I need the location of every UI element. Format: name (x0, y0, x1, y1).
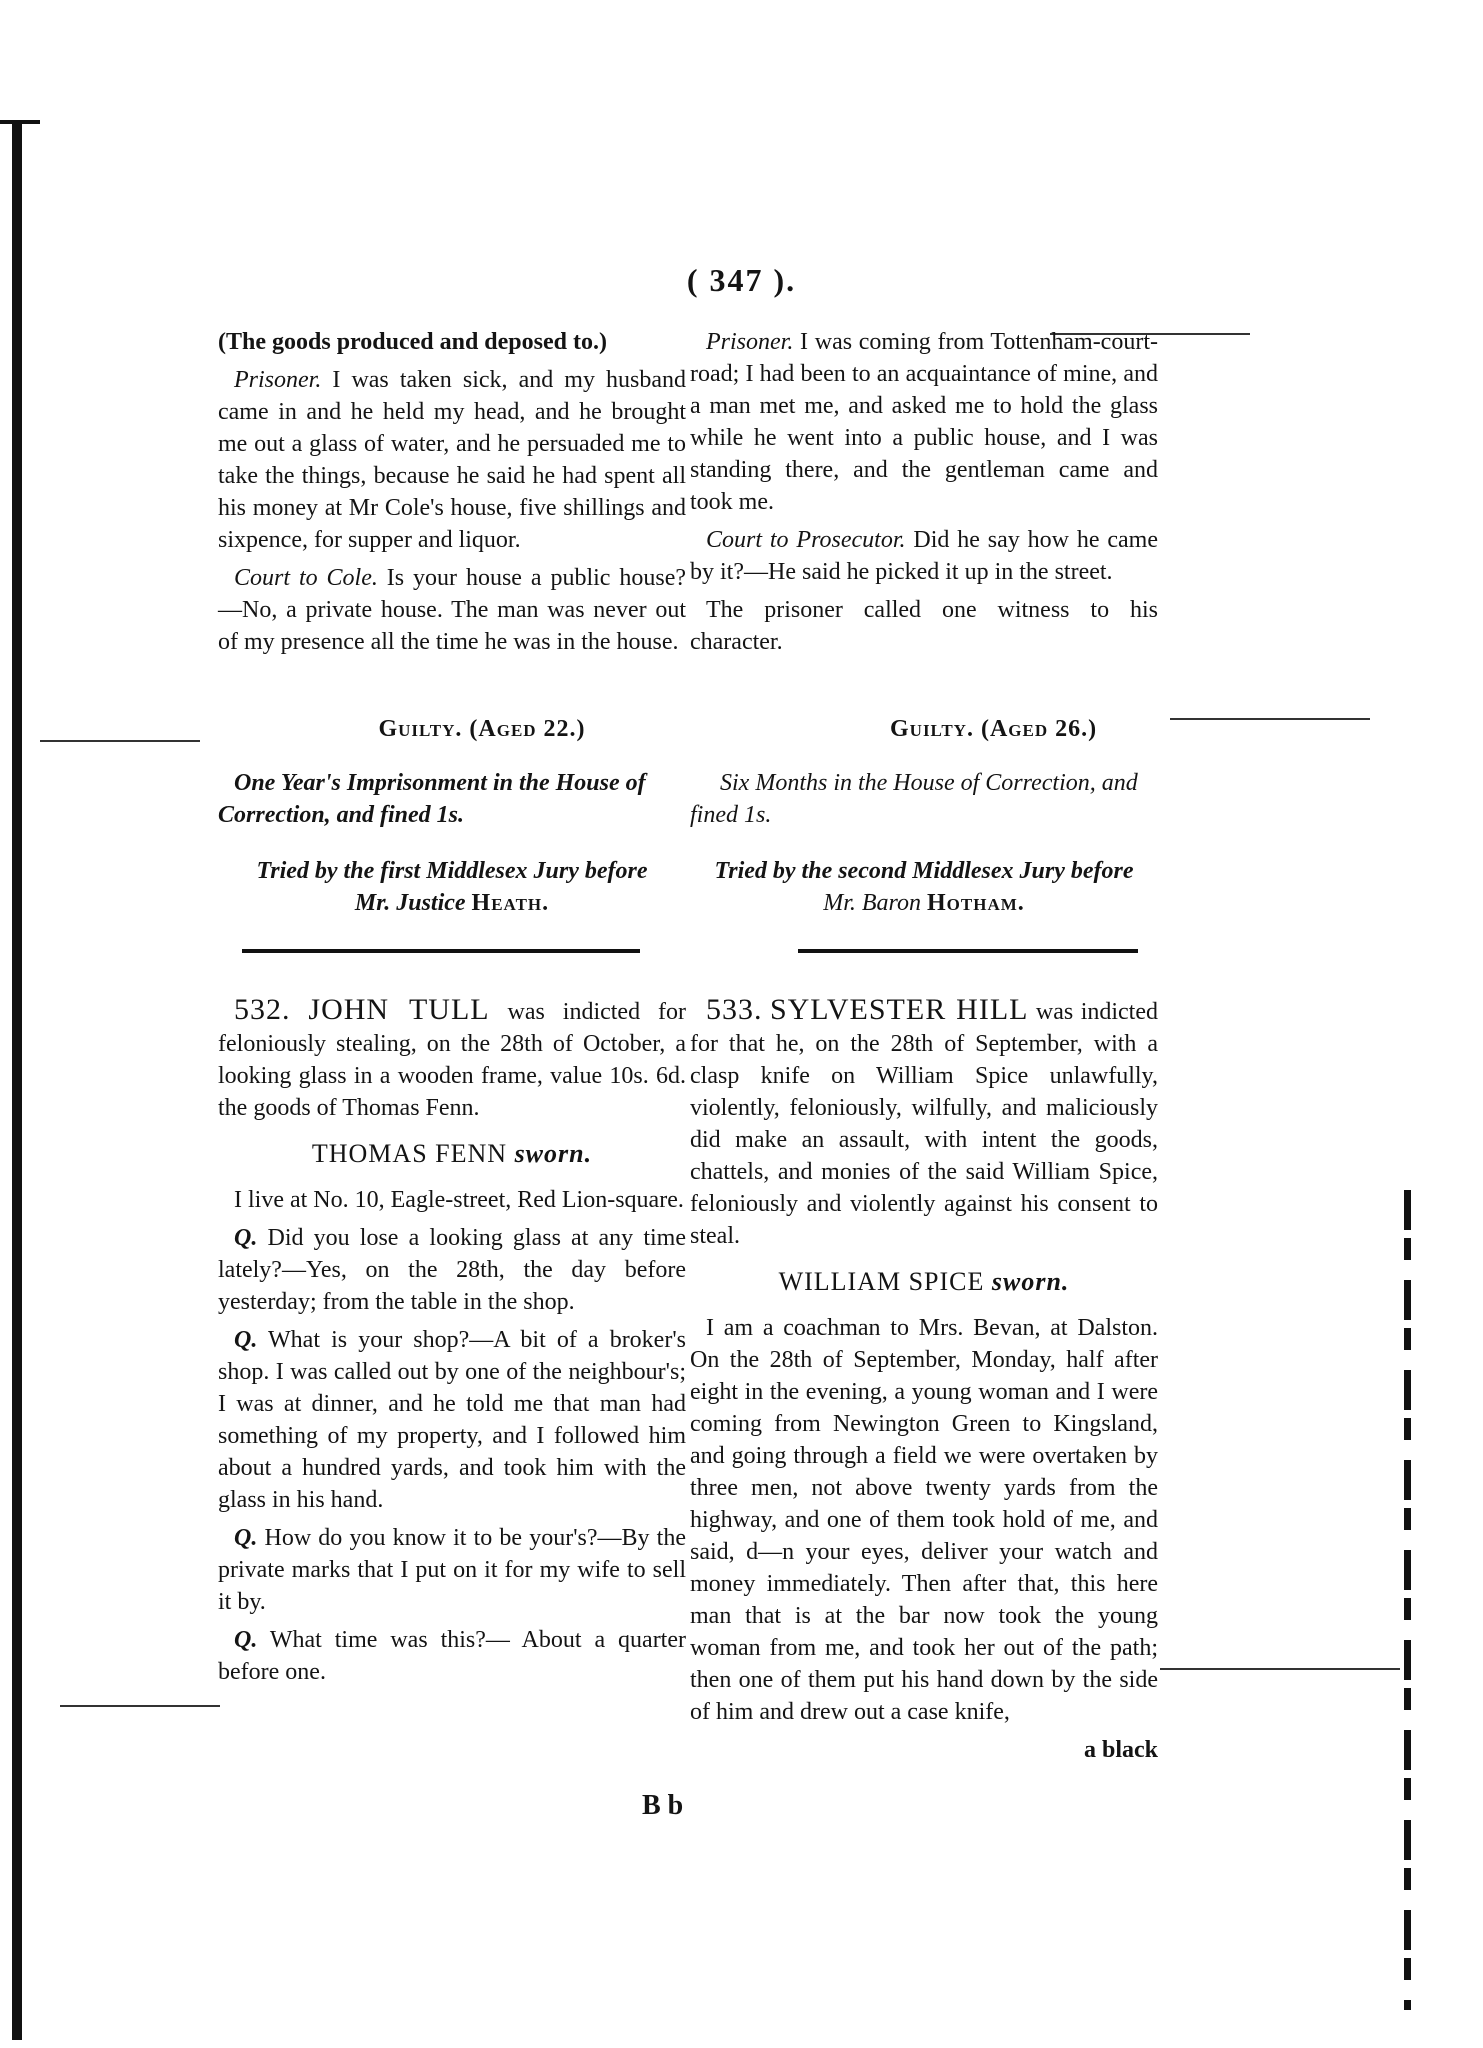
tried-by-judge (690, 887, 1158, 919)
sentence: One Year's Imprisonment in the House of Correction, and fined 1s. (218, 770, 646, 828)
tried-by-judge (218, 887, 686, 919)
scan-line (1160, 1668, 1400, 1670)
indictment-text: was indicted for that he, on the 28th of September, with a clasp knife on William Spice unlawfully, violently, feloniously, wilfully, and maliciously did make an assault, with intent the goods, chattels, and monies of the said William Spice, feloniously and violently against his consent to steal. (690, 999, 1158, 1249)
judge-name: Heath. (471, 890, 550, 916)
paragraph-text: I was taken sick, and my husband came in and he held my head, and he brought me out a glass of water, and he persuaded me to take the things, because he said he had spent all his money at Mr Cole's house, five shillings and sixpence, for supper and liquor. (218, 367, 686, 553)
question (218, 1222, 686, 1318)
paragraph: (The goods produced and deposed to.) (218, 329, 607, 355)
question (218, 1624, 686, 1688)
case-number: 532. (234, 993, 291, 1026)
verdict-label: Guilty. (Aged 26.) (890, 716, 1098, 742)
section-divider (798, 949, 1138, 953)
case-number: 533. (706, 993, 763, 1026)
signature-mark: B b (642, 1790, 684, 1821)
sworn-label: sworn. (991, 1267, 1070, 1296)
paragraph-text: Did he say how he came by it?—He said he picked it up in the street. (690, 527, 1158, 585)
defendant-name: JOHN TULL (308, 993, 490, 1026)
defendant-name: SYLVESTER HILL (769, 993, 1029, 1026)
question-text: Did you lose a looking glass at any time lately?—Yes, on the 28th, the day before yesterday; from the table in the shop. (218, 1225, 686, 1315)
paragraph: I live at No. 10, Eagle-street, Red Lion-square. (234, 1187, 684, 1213)
paragraph: The prisoner called one witness to his character. (690, 597, 1158, 655)
judge-title: Mr. Justice (354, 890, 466, 916)
paragraph (690, 326, 1158, 518)
verdict-label: Guilty. (Aged 22.) (378, 716, 586, 742)
speaker-label: Prisoner. (706, 329, 794, 355)
tried-by-line: Tried by the second Middlesex Jury before (714, 858, 1134, 884)
sentence: Six Months in the House of Correction, and fined 1s. (690, 770, 1138, 828)
scan-right-strip (1404, 1190, 1411, 2010)
speaker-label: Prisoner. (234, 367, 322, 393)
paragraph (218, 562, 686, 658)
scan-edge-tick (0, 120, 40, 124)
witness-heading (218, 1138, 686, 1170)
catchword: a black (1083, 1737, 1158, 1763)
judge-title: Mr. Baron (823, 890, 921, 916)
scan-line (40, 740, 200, 742)
question (218, 1324, 686, 1516)
witness-name: THOMAS FENN (311, 1139, 508, 1168)
question-text: What time was this?— About a quarter before one. (218, 1627, 686, 1685)
paragraph (218, 364, 686, 556)
top-right-column (690, 326, 1158, 664)
left-verdict-block (218, 713, 686, 919)
sworn-label: sworn. (514, 1139, 593, 1168)
case-532-column (218, 994, 686, 1694)
judge-name: Hotham. (927, 890, 1025, 916)
top-left-column (218, 326, 686, 664)
case-heading (690, 994, 1158, 1252)
paragraph-text: Is your house a public house?—No, a private house. The man was never out of my presence all the time he was in the house. (218, 565, 686, 655)
witness-heading (690, 1266, 1158, 1298)
right-verdict-block (690, 713, 1158, 919)
scan-line (60, 1705, 220, 1707)
paragraph (690, 524, 1158, 588)
question-mark: Q. (234, 1627, 258, 1653)
tried-by-line: Tried by the first Middlesex Jury before (256, 858, 648, 884)
indictment-text: was indicted for feloniously stealing, on the 28th of October, a looking glass in a wooden frame, value 10s. 6d. the goods of Thomas Fenn. (218, 999, 686, 1121)
speaker-label: Court to Cole. (234, 565, 378, 591)
speaker-label: Court to Prosecutor. (706, 527, 906, 553)
case-heading (218, 994, 686, 1124)
witness-name: WILLIAM SPICE (778, 1267, 985, 1296)
section-divider (242, 949, 640, 953)
question-text: What is your shop?—A bit of a broker's shop. I was called out by one of the neighbour's; I was at dinner, and he told me that man had something of my property, and I followed him about a hundred yards, and took him with the glass in his hand. (218, 1327, 686, 1513)
case-533-column (690, 994, 1158, 1772)
question (218, 1522, 686, 1618)
paragraph: I am a coachman to Mrs. Bevan, at Dalston. On the 28th of September, Monday, half after eight in the evening, a young woman and I were coming from Newington Green to Kingsland, and going through a field we were overtaken by three men, not above twenty yards from the highway, and one of them took hold of me, and said, d—n your eyes, deliver your watch and money immediately. Then after that, this here man that is at the bar now took the young woman from me, and took her out of the path; then one of them put his hand down by the side of him and drew out a case knife, (690, 1315, 1158, 1725)
page-number: ( 347 ). (686, 262, 797, 298)
paragraph-text: I was coming from Tottenham-court-road; I had been to an acquaintance of mine, and a man met me, and asked me to hold the glass while he went into a public house, and I was standing there, and the gentleman came and took me. (690, 329, 1158, 515)
question-mark: Q. (234, 1525, 258, 1551)
scan-line (1170, 718, 1370, 720)
question-mark: Q. (234, 1225, 258, 1251)
scan-edge-bar (12, 120, 22, 2040)
question-mark: Q. (234, 1327, 258, 1353)
question-text: How do you know it to be your's?—By the private marks that I put on it for my wife to sell it by. (218, 1525, 686, 1615)
